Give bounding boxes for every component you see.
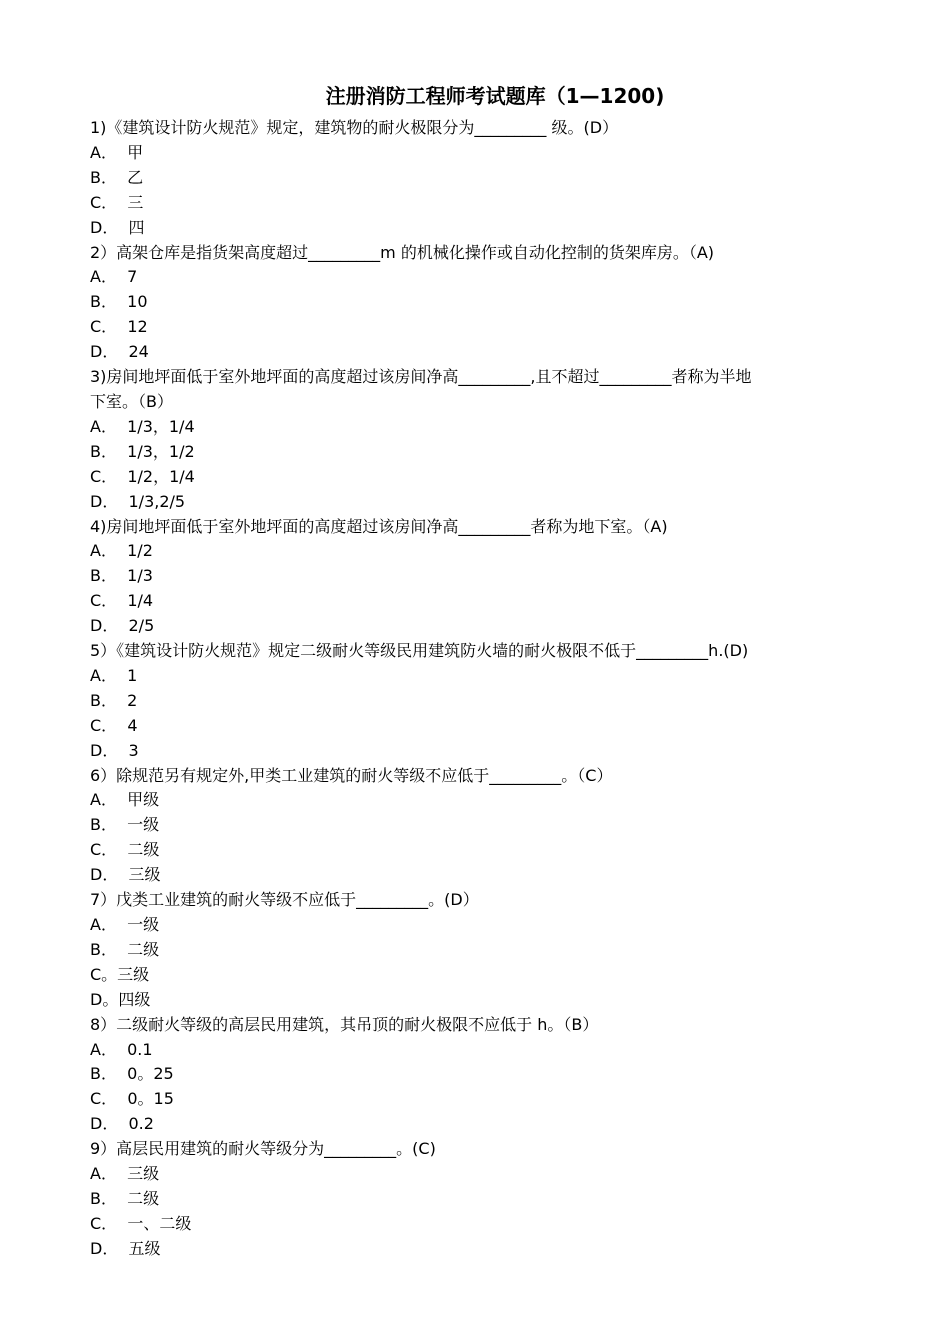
answer-option: A． 甲级 (90, 790, 160, 810)
question-block (90, 116, 890, 241)
answer-option: C． 二级 (90, 840, 160, 860)
question-block (90, 241, 890, 366)
answer-option: B． 10 (90, 292, 148, 312)
answer-option: D． 三级 (90, 865, 161, 885)
option-list (90, 1162, 890, 1262)
document-title: 注册消防工程师考试题库（1—1200) (325, 84, 665, 108)
answer-option: B． 1/3，1/2 (90, 441, 195, 461)
answer-option: D． 1/3,2/5 (90, 491, 186, 511)
answer-option: A． 0.1 (90, 1039, 153, 1059)
question-block (90, 639, 890, 764)
question-block (90, 365, 890, 514)
answer-option: B． 1/3 (90, 566, 153, 586)
answer-option: D． 24 (90, 342, 149, 362)
question-block (90, 1013, 890, 1138)
option-list (90, 141, 890, 241)
answer-option: C． 三 (90, 192, 144, 212)
answer-option: D． 五级 (90, 1238, 161, 1258)
answer-option: C． 1/4 (90, 591, 154, 611)
answer-option: B． 2 (90, 690, 138, 710)
question-block (90, 888, 890, 1013)
answer-option: D． 四 (90, 217, 145, 237)
answer-option: C． 4 (90, 715, 138, 735)
option-list (90, 539, 890, 639)
option-list (90, 415, 890, 515)
question-block (90, 764, 890, 889)
option-list (90, 664, 890, 764)
answer-option: A． 一级 (90, 915, 160, 934)
question-text: 8）二级耐火等级的高层民用建筑，其吊顶的耐火极限不应低于 h。（B） (90, 1014, 599, 1034)
answer-option: A． 1/3，1/4 (90, 416, 195, 436)
question-text: 9）高层民用建筑的耐火等级分为_________。(C) (90, 1139, 436, 1159)
answer-option: D． 0.2 (90, 1114, 154, 1134)
option-list (90, 913, 890, 1013)
answer-option: B． 0。25 (90, 1064, 174, 1084)
question-list (90, 116, 890, 1262)
option-list (90, 1038, 890, 1138)
question-text: 7）戊类工业建筑的耐火等级不应低于_________。(D） (90, 890, 479, 910)
answer-option: C． 12 (90, 317, 148, 337)
answer-option: C。三级 (90, 964, 150, 984)
option-list (90, 265, 890, 365)
answer-option: B． 二级 (90, 1188, 160, 1208)
question-text: 5）《建筑设计防火规范》规定二级耐火等级民用建筑防火墙的耐火极限不低于_________h.(D) (90, 641, 749, 661)
answer-option: B． 乙 (90, 167, 144, 187)
option-list (90, 788, 890, 888)
question-block (90, 1137, 890, 1262)
answer-option: A． 1/2 (90, 541, 153, 561)
answer-option: C． 0。15 (90, 1089, 174, 1109)
answer-option: A． 7 (90, 267, 138, 287)
answer-option: C． 1/2，1/4 (90, 466, 195, 486)
answer-option: D。四级 (90, 989, 151, 1009)
answer-option: D． 3 (90, 740, 139, 760)
answer-option: B． 二级 (90, 939, 160, 959)
question-text: 3)房间地坪面低于室外地坪面的高度超过该房间净高_________,且不超过_________者称为半地 (90, 367, 752, 387)
question-text: 2）高架仓库是指货架高度超过_________m 的机械化操作或自动化控制的货架库房。（A) (90, 242, 715, 262)
question-text: 6）除规范另有规定外,甲类工业建筑的耐火等级不应低于_________。（C） (90, 765, 613, 785)
question-text: 4)房间地坪面低于室外地坪面的高度超过该房间净高_________者称为地下室。（A) (90, 516, 668, 536)
question-block (90, 515, 890, 640)
answer-option: A． 三级 (90, 1164, 160, 1184)
answer-option: A． 甲 (90, 142, 144, 162)
answer-option: C． 一、二级 (90, 1213, 192, 1233)
answer-option: D． 2/5 (90, 616, 155, 636)
answer-option: B． 一级 (90, 815, 160, 835)
question-text: 下室。（B） (90, 391, 173, 411)
answer-option: A． 1 (90, 665, 138, 685)
question-text: 1)《建筑设计防火规范》规定，建筑物的耐火极限分为_________ 级。(D） (90, 118, 619, 137)
